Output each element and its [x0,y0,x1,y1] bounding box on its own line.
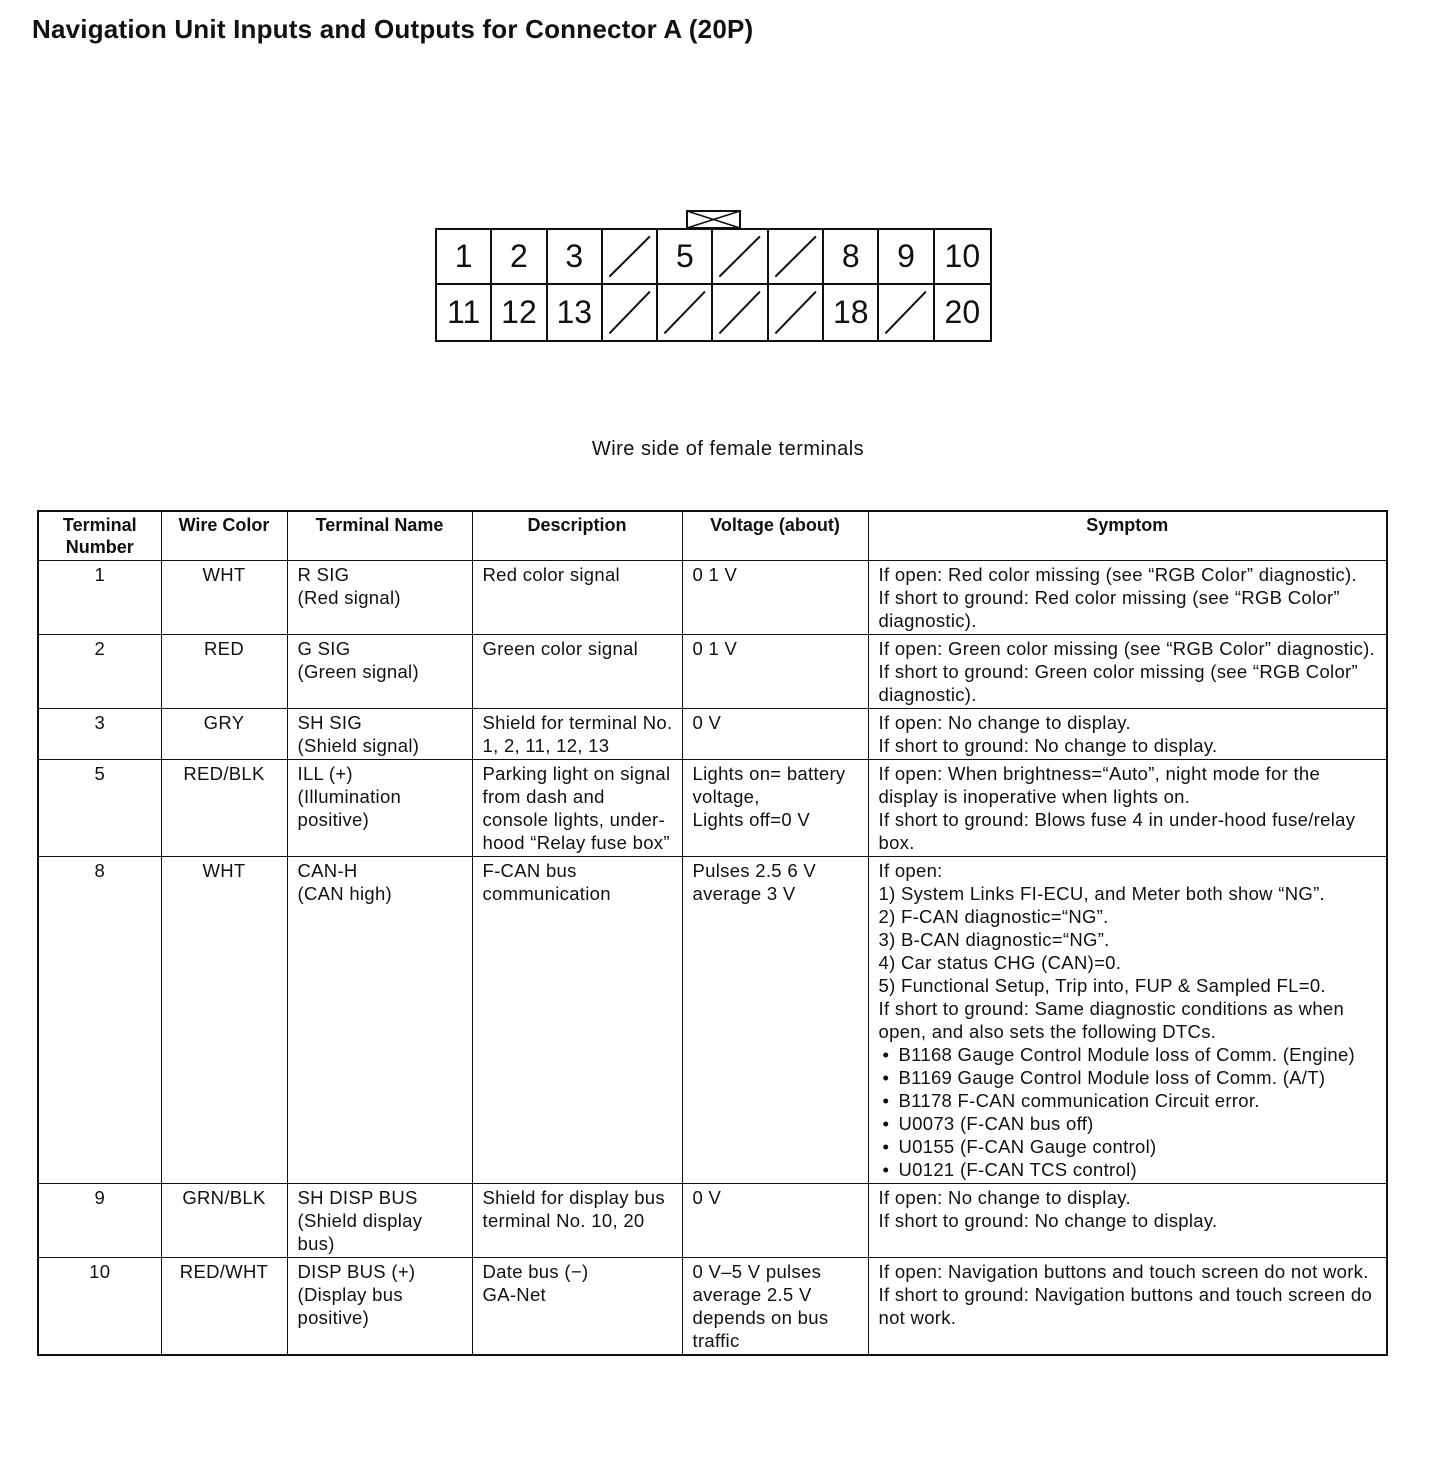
cell-line: 2) F-CAN diagnostic=“NG”. [878,906,1109,927]
header-terminal-number: Terminal Number [38,511,161,561]
symptom [868,635,1387,709]
symptom [868,857,1387,1184]
wire-color: RED/BLK [161,760,287,857]
page-title: Navigation Unit Inputs and Outputs for Connector A (20P) [32,14,754,44]
cell-line: SH DISP BUS [297,1187,418,1208]
cell-line: F-CAN bus communication [482,860,611,904]
connector-pin-unused [769,285,824,340]
connector-pin-unused [713,230,768,285]
cell-line: 5) Functional Setup, Trip into, FUP & Sampled FL=0. [878,975,1326,996]
voltage [682,1258,868,1356]
cell-line: 3) B-CAN diagnostic=“NG”. [878,929,1110,950]
cell-line: R SIG [297,564,350,585]
terminal-name [287,635,472,709]
cell-line: Green color signal [482,638,639,659]
symptom [868,1184,1387,1258]
terminal-number: 5 [38,760,161,857]
connector-caption: Wire side of female terminals [591,438,865,460]
cell-line: ILL (+) [297,763,353,784]
cell-line: Shield for terminal No. 1, 2, 11, 12, 13 [482,712,673,756]
voltage [682,760,868,857]
symptom [868,709,1387,760]
voltage [682,1184,868,1258]
header-voltage: Voltage (about) [682,511,868,561]
header-description: Description [472,511,682,561]
cell-line: If short to ground: Blows fuse 4 in under-hood fuse/relay box. [878,809,1356,853]
cell-line: If short to ground: No change to display. [878,1210,1218,1231]
terminal-number: 1 [38,561,161,635]
connector-pin-unused [879,285,934,340]
terminal-number: 9 [38,1184,161,1258]
dtc-text: U0121 (F-CAN TCS control) [898,1159,1137,1180]
terminal-table [37,510,1388,1356]
connector-pin: 2 [492,230,547,285]
terminal-name [287,1258,472,1356]
voltage [682,857,868,1184]
dtc-bullet [879,1135,1379,1158]
cell-line: (CAN high) [297,883,392,904]
connector-pin: 18 [824,285,879,340]
cell-line: (Display bus positive) [297,1284,403,1328]
header-wire-color: Wire Color [161,511,287,561]
table-row [38,1258,1387,1356]
wire-color: RED [161,635,287,709]
cell-line: (Red signal) [297,587,401,608]
terminal-name [287,561,472,635]
dtc-bullet [879,1043,1379,1066]
terminal-name [287,709,472,760]
dtc-bullet [879,1158,1379,1181]
table-row [38,1184,1387,1258]
connector-pin-unused [713,285,768,340]
terminal-number: 2 [38,635,161,709]
cell-line: If short to ground: Red color missing (see “RGB Color” diagnostic). [878,587,1340,631]
terminal-number: 10 [38,1258,161,1356]
voltage [682,709,868,760]
cell-line: Date bus (−) [482,1261,589,1282]
symptom [868,760,1387,857]
cell-line: 0 V [692,712,722,733]
table-row [38,561,1387,635]
cell-line: 0 V [692,1187,722,1208]
terminal-name [287,760,472,857]
wire-color: GRN/BLK [161,1184,287,1258]
description [472,1184,682,1258]
terminal-number: 3 [38,709,161,760]
description [472,561,682,635]
description [472,709,682,760]
table-header-row [38,511,1387,561]
header-terminal-name: Terminal Name [287,511,472,561]
header-symptom: Symptom [868,511,1387,561]
cell-line: (Green signal) [297,661,419,682]
cell-line: If open: Green color missing (see “RGB Color” diagnostic). [878,638,1376,659]
description [472,635,682,709]
connector-pin: 20 [944,294,981,330]
cell-line: If short to ground: Navigation buttons and touch screen do not work. [878,1284,1373,1328]
connector-pin-unused [603,230,658,285]
cell-line: CAN-H [297,860,358,881]
cell-line: If short to ground: No change to display. [878,735,1218,756]
wire-color: WHT [161,857,287,1184]
connector-diagram [435,210,990,340]
cell-line: If open: Navigation buttons and touch screen do not work. [878,1261,1369,1282]
connector-pin: 3 [548,230,603,285]
description [472,760,682,857]
cell-line: Red color signal [482,564,620,585]
cell-line: (Illumination positive) [297,786,402,830]
connector-pin-unused [658,285,713,340]
dtc-text: U0155 (F-CAN Gauge control) [898,1136,1157,1157]
cell-line: 0 1 V [692,638,738,659]
cell-line: 1) System Links FI-ECU, and Meter both show “NG”. [878,883,1325,904]
cell-line: Parking light on signal from dash and console lights, under-hood “Relay fuse box” [482,763,671,853]
connector-pin-unused [603,285,658,340]
connector-pin: 10 [935,230,990,285]
cell-line: 0 1 V [692,564,738,585]
cell-line: G SIG [297,638,351,659]
cell-line: 0 V–5 V pulses average 2.5 V depends on bus traffic [692,1261,829,1351]
symptom [868,561,1387,635]
table-row [38,635,1387,709]
symptom [868,1258,1387,1356]
dtc-bullet [879,1112,1379,1135]
connector-pin: 8 [824,230,879,285]
table-row [38,857,1387,1184]
dtc-text: U0073 (F-CAN bus off) [898,1113,1094,1134]
connector-pin: 11 [437,285,492,340]
terminal-name [287,857,472,1184]
voltage [682,561,868,635]
cell-line: (Shield display bus) [297,1210,423,1254]
terminal-name [287,1184,472,1258]
cell-line: DISP BUS (+) [297,1261,416,1282]
cell-line: If open: [878,860,943,881]
cell-line: Lights on= battery voltage, [692,763,846,807]
connector-pin: 12 [492,285,547,340]
cell-line: If open: Red color missing (see “RGB Color” diagnostic). [878,564,1357,585]
table-row [38,709,1387,760]
cell-line: If open: When brightness=“Auto”, night mode for the display is inoperative when lights on. [878,763,1321,807]
cell-line: SH SIG [297,712,363,733]
description [472,1258,682,1356]
connector-pin-unused [769,230,824,285]
dtc-text: B1178 F-CAN communication Circuit error. [898,1090,1260,1111]
cell-line: GA-Net [482,1284,546,1305]
voltage [682,635,868,709]
wire-color: WHT [161,561,287,635]
connector-pin: 9 [879,230,934,285]
connector-pin: 5 [658,230,713,285]
connector-pin: 1 [437,230,492,285]
wire-color: RED/WHT [161,1258,287,1356]
cell-line: Shield for display bus terminal No. 10, 20 [482,1187,665,1231]
table-row [38,760,1387,857]
cell-line: 4) Car status CHG (CAN)=0. [878,952,1122,973]
cell-line: If short to ground: Green color missing (see “RGB Color” diagnostic). [878,661,1358,705]
terminal-number: 8 [38,857,161,1184]
connector-pin: 13 [548,285,603,340]
connector-latch [686,210,741,228]
wire-color: GRY [161,709,287,760]
dtc-text: B1168 Gauge Control Module loss of Comm. (Engine) [898,1044,1356,1065]
description [472,857,682,1184]
cell-line: If open: No change to display. [878,1187,1131,1208]
dtc-bullet [879,1066,1379,1089]
cell-line: Pulses 2.5 6 V average 3 V [692,860,816,904]
dtc-text: B1169 Gauge Control Module loss of Comm. (A/T) [898,1067,1326,1088]
dtc-bullet [879,1089,1379,1112]
connector-pin-grid [435,228,992,342]
cell-line: (Shield signal) [297,735,420,756]
cell-line: If short to ground: Same diagnostic conditions as when open, and also sets the following DTCs. [878,998,1345,1042]
cell-line: If open: No change to display. [878,712,1131,733]
cell-line: Lights off=0 V [692,809,811,830]
